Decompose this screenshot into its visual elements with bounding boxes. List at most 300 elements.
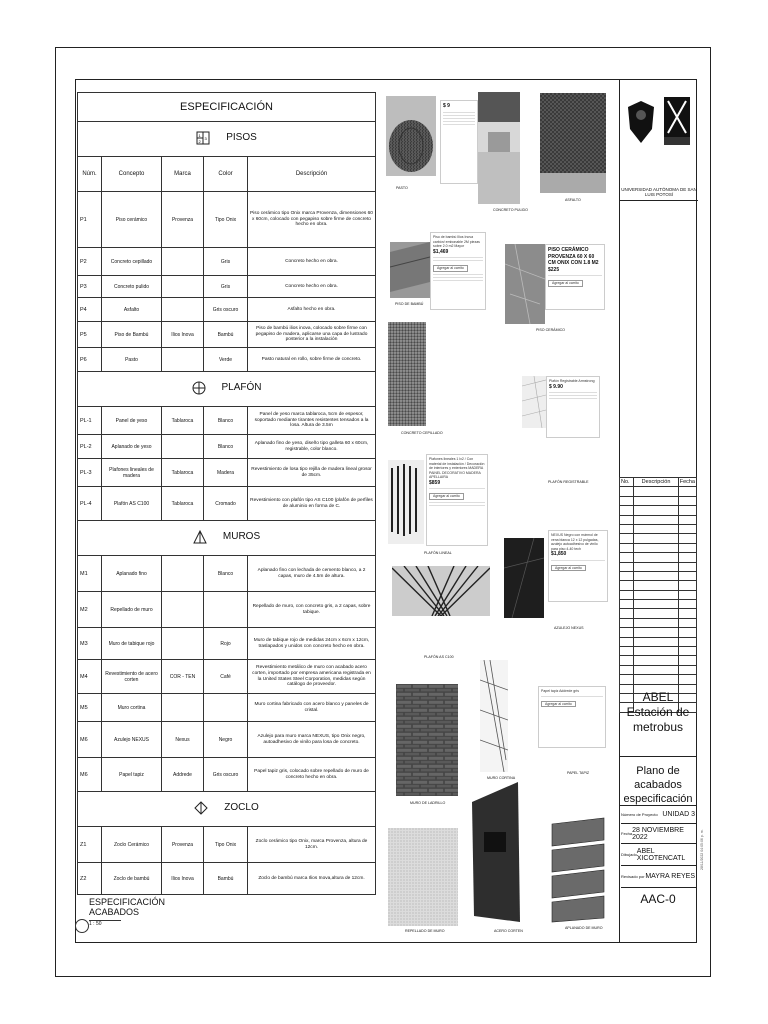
cell-desc: Concreto hecho en obra.	[248, 276, 376, 298]
revision-cell	[634, 656, 678, 665]
cell-desc: Muro cortina fabricado con acero blanco y paneles de cristal.	[248, 694, 376, 722]
ceramico-price: $225	[548, 266, 560, 273]
azulejo-nexus-image	[504, 538, 544, 618]
revision-cell	[634, 515, 678, 524]
revision-cell	[634, 609, 678, 618]
product-card-bambu	[430, 232, 486, 310]
revision-cell	[678, 543, 696, 552]
revision-cell	[620, 647, 634, 656]
table-row	[78, 863, 376, 895]
cell-marca: Tablaroca	[162, 459, 204, 487]
sheet-name-line1: Plano de acabados	[634, 765, 682, 791]
cell-color: Tipo Onix	[204, 827, 248, 863]
cell-marca	[162, 276, 204, 298]
revision-cell	[678, 600, 696, 609]
revision-row	[620, 590, 697, 599]
rev-header-fecha: Fecha	[679, 479, 695, 486]
lineal-price: $859	[429, 479, 441, 486]
revision-cell	[634, 524, 678, 533]
revision-cell	[678, 581, 696, 590]
section-label: PISOS	[226, 132, 257, 143]
tapiz-buy-button[interactable]: Agregar al carrito	[541, 701, 576, 708]
piso-ceramico-image	[505, 244, 545, 324]
revision-cell	[634, 600, 678, 609]
revision-cell	[620, 618, 634, 627]
revision-row	[620, 581, 697, 590]
revision-cell	[634, 496, 678, 505]
revision-cell	[678, 675, 696, 684]
revision-row	[620, 487, 697, 496]
revision-row	[620, 506, 697, 515]
plafon-reg-title: Plafón Registrable Armstrong	[549, 379, 595, 383]
product-card-lineal	[426, 454, 488, 546]
cell-concepto: Asfalto	[102, 298, 162, 322]
meta-key: Fecha	[621, 831, 633, 836]
bambu-product-title: Piso de bambú Ilios Inova carbón/ embonable 2M piezas sobre 2.0 m2 Mayor	[433, 235, 480, 249]
section-label: MUROS	[222, 531, 261, 542]
cell-marca: Ilios Inova	[162, 322, 204, 348]
cell-color: Bambú	[204, 863, 248, 895]
nexus-buy-button[interactable]: Agregar al carrito	[551, 565, 586, 572]
revision-cell	[678, 515, 696, 524]
table-row	[78, 592, 376, 628]
svg-text:2: 2	[198, 138, 201, 144]
rev-header-desc: Descripción	[634, 478, 678, 487]
table-row	[78, 556, 376, 592]
divider	[619, 756, 697, 757]
revision-cell	[678, 562, 696, 571]
cell-num: Z1	[78, 827, 102, 863]
cell-marca	[162, 248, 204, 276]
cell-marca	[162, 298, 204, 322]
table-row	[78, 722, 376, 758]
cell-desc: Zoclo de bambú marca Ilios Inova,altura de 12cm.	[248, 863, 376, 895]
table-row	[78, 276, 376, 298]
revision-cell	[620, 571, 634, 580]
revision-cell	[620, 590, 634, 599]
cell-desc: Aplanado fino con lechada de cemento blanco, a 2 capas, muro de 4.5m de altura.	[248, 556, 376, 592]
product-card-pasto: $ 9	[440, 100, 478, 184]
cell-color: Cromado	[204, 487, 248, 521]
project-name-line3: metrobus	[632, 720, 684, 734]
scale-circle	[75, 919, 89, 933]
caption-muro-cortina: MURO CORTINA	[487, 776, 516, 780]
caption-aplanado: APLANADO DE MURO	[565, 926, 603, 930]
lineal-buy-button[interactable]: Agregar al carrito	[429, 493, 464, 500]
revision-cell	[634, 487, 678, 496]
table-row	[78, 827, 376, 863]
revision-cell	[620, 524, 634, 533]
revision-cell	[678, 553, 696, 562]
nexus-product-title: NEXUS Negro con mármol de vena blanca 12 x 12 pulgadas, azulejo autoadhesivo de vinilo para piso 4-40 tech	[551, 533, 599, 551]
cell-concepto: Piso de Bambú	[102, 322, 162, 348]
cell-concepto: Azulejo NEXUS	[102, 722, 162, 758]
cell-num: M6	[78, 722, 102, 758]
revision-cell	[620, 581, 634, 590]
cell-concepto: Papel tapiz	[102, 758, 162, 792]
cell-num: PL-4	[78, 487, 102, 521]
acero-corten-image	[470, 782, 522, 926]
cell-color: Blanco	[204, 556, 248, 592]
cell-marca	[162, 628, 204, 660]
header-descripcion: Descripción	[248, 157, 376, 192]
cell-num: Z2	[78, 863, 102, 895]
aplanado-image	[548, 814, 608, 924]
cell-num: M4	[78, 660, 102, 694]
cell-color: Madera	[204, 459, 248, 487]
meta-value: ABEL XICOTENCATL	[636, 847, 686, 862]
header-color: Color	[204, 157, 248, 192]
product-card-nexus	[548, 530, 608, 602]
revision-cell	[678, 656, 696, 665]
cell-concepto: Pasto	[102, 348, 162, 372]
cell-color	[204, 694, 248, 722]
caption-plafon-lineal: PLAFÓN LINEAL	[424, 551, 452, 555]
cell-marca	[162, 435, 204, 459]
revision-row	[620, 534, 697, 543]
cell-color: Negro	[204, 722, 248, 758]
habitat-shield-icon	[662, 95, 692, 147]
table-row	[78, 407, 376, 435]
rev-header-no: No.	[620, 478, 634, 487]
cell-marca: COR - TEN	[162, 660, 204, 694]
section-marker-icon	[192, 381, 206, 395]
revision-cell	[678, 665, 696, 674]
revision-cell	[634, 675, 678, 684]
cell-desc: Panel de yeso marca tablaroca, 5cm de espesor, soportado mediante tirantes resistentes tensados a la losa. Altura de 3.5m	[248, 407, 376, 435]
cell-concepto: Aplanado fino	[102, 556, 162, 592]
section-label: ZOCLO	[224, 802, 259, 813]
cell-color: Gris	[204, 248, 248, 276]
cell-desc: Muro de tabique rojo de medidas 24cm x 6cm x 12cm, traslapados y unidos con concreto hecho en obra.	[248, 628, 376, 660]
table-row	[78, 298, 376, 322]
revision-cell	[620, 665, 634, 674]
revision-row	[620, 524, 697, 533]
caption-muro-ladrillo: MURO DE LADRILLO	[410, 801, 446, 805]
meta-revisado	[621, 866, 697, 888]
cell-desc: Revestimiento con plafón tipo AS C100 (plafón de perfiles de aluminio en forma de C.	[248, 487, 376, 521]
revision-row	[620, 628, 697, 637]
revision-cell	[634, 562, 678, 571]
revision-cell	[634, 637, 678, 646]
header-num: Núm.	[78, 157, 102, 192]
muro-cortina-image	[480, 660, 508, 772]
section-marker-icon	[196, 131, 210, 145]
header-concepto: Concepto	[102, 157, 162, 192]
ceramico-product-title: PISO CERÁMICO PROVENZA 60 X 60 CM ONIX CON 1.8 M2	[548, 247, 599, 266]
caption-azulejo-nexus: AZULEJO NEXUS	[554, 626, 584, 630]
revision-cell	[678, 637, 696, 646]
revision-cell	[634, 628, 678, 637]
revision-cell	[634, 665, 678, 674]
revision-cell	[634, 553, 678, 562]
section-marker-icon	[193, 530, 207, 544]
project-name-line1: ABEL	[642, 690, 674, 704]
sheet-code: AAC-0	[640, 892, 676, 906]
table-row	[78, 660, 376, 694]
caption-plafon-registrable: PLAFÓN REGISTRABLE	[548, 480, 589, 484]
revision-cell	[620, 515, 634, 524]
cell-desc: Aplanado fino de yeso, diseño tipo galleta 60 x 60cm, registrable, color blanco.	[248, 435, 376, 459]
revision-cell	[620, 506, 634, 515]
cell-concepto: Panel de yeso	[102, 407, 162, 435]
plafon-reg-price: $ 9.90	[549, 383, 563, 390]
cell-desc: Papel tapiz gris, colocado sobre repellado de muro de concreto hecho en obra.	[248, 758, 376, 792]
section-label: PLAFÓN	[221, 382, 262, 393]
revision-cell	[634, 543, 678, 552]
revision-cell	[634, 506, 678, 515]
asfalto-image	[540, 93, 606, 193]
revision-cell	[678, 496, 696, 505]
revision-cell	[634, 581, 678, 590]
cell-marca	[162, 694, 204, 722]
table-row	[78, 192, 376, 248]
cell-concepto: Muro cortina	[102, 694, 162, 722]
cell-num: M5	[78, 694, 102, 722]
revision-cell	[620, 637, 634, 646]
revision-row	[620, 665, 697, 674]
cell-num: P3	[78, 276, 102, 298]
caption-concreto-cepillado: CONCRETO CEPILLADO	[401, 431, 443, 435]
project-name	[619, 690, 697, 735]
cell-num: M1	[78, 556, 102, 592]
cell-concepto: Revestimiento de acero corten	[102, 660, 162, 694]
cell-color	[204, 592, 248, 628]
revision-row	[620, 618, 697, 627]
revision-cell	[620, 600, 634, 609]
ceramico-buy-button[interactable]: Agregar al carrito	[548, 280, 583, 287]
revision-row	[620, 675, 697, 684]
revision-row	[620, 562, 697, 571]
cell-desc: Piso de bambú ilios inova, colocado sobre firme con pegapiso de madera, aplicarse una capa de lustrado posterior a la instalación	[248, 322, 376, 348]
revision-cell	[620, 496, 634, 505]
drawing-title-line2: ACABADOS	[89, 907, 140, 917]
cell-color: Gris	[204, 276, 248, 298]
svg-text:1: 1	[198, 132, 201, 138]
plafon-c100-image	[392, 566, 490, 616]
cell-num: M2	[78, 592, 102, 628]
cell-concepto: Repellado de muro	[102, 592, 162, 628]
revision-cell	[678, 487, 696, 496]
cell-color: Tipo Onix	[204, 192, 248, 248]
revision-cell	[620, 656, 634, 665]
cell-num: P1	[78, 192, 102, 248]
revision-cell	[634, 571, 678, 580]
bambu-price: $1,469	[433, 248, 449, 255]
table-row	[78, 694, 376, 722]
section-pisos	[78, 122, 376, 157]
cell-color: Gris oscuro	[204, 298, 248, 322]
meta-proyecto	[621, 806, 697, 824]
muro-ladrillo-image	[396, 684, 458, 796]
cell-concepto: Muro de tabique rojo	[102, 628, 162, 660]
cell-num: P5	[78, 322, 102, 348]
cell-num: M3	[78, 628, 102, 660]
cell-color: Blanco	[204, 407, 248, 435]
cell-color: Verde	[204, 348, 248, 372]
table-row	[78, 487, 376, 521]
table-row	[78, 348, 376, 372]
nexus-price: $1,850	[551, 551, 567, 558]
cell-concepto: Zoclo Cerámico	[102, 827, 162, 863]
logo-box	[620, 79, 698, 199]
cell-concepto: Plafones lineales de madera	[102, 459, 162, 487]
cell-num: P6	[78, 348, 102, 372]
uaslp-shield-icon	[626, 99, 656, 145]
cell-desc: Asfalto hecho en obra.	[248, 298, 376, 322]
spec-title: ESPECIFICACIÓN	[78, 93, 376, 122]
revision-cell	[620, 628, 634, 637]
revision-row	[620, 637, 697, 646]
concreto-cepillado-image	[388, 322, 426, 426]
revision-cell	[620, 543, 634, 552]
drawing-title-line1: ESPECIFICACIÓN	[89, 897, 166, 907]
side-note: 28/11/2022 04:05:06 p. m.	[700, 829, 704, 870]
revision-cell	[678, 590, 696, 599]
cell-color: Gris oscuro	[204, 758, 248, 792]
cell-color: Bambú	[204, 322, 248, 348]
revision-row	[620, 515, 697, 524]
table-row	[78, 322, 376, 348]
caption-concreto-pulido: CONCRETO PULIDO	[493, 208, 528, 212]
caption-acero-corten: ACERO CORTEN	[494, 929, 523, 933]
revision-cell	[634, 618, 678, 627]
cell-color: Café	[204, 660, 248, 694]
meta-value: MAYRA REYES	[645, 873, 695, 880]
cell-num: P2	[78, 248, 102, 276]
revision-cell	[620, 562, 634, 571]
cell-marca: Provenza	[162, 827, 204, 863]
caption-pasto: PASTO	[396, 186, 408, 190]
cell-concepto: Piso cerámico	[102, 192, 162, 248]
cell-num: PL-2	[78, 435, 102, 459]
cell-desc: Pasto natural en rollo, sobre firme de concreto.	[248, 348, 376, 372]
drawing-scale: 1 : 50	[89, 921, 102, 927]
revision-cell	[620, 609, 634, 618]
revision-table	[619, 477, 697, 713]
caption-papel-tapiz: PAPEL TAPIZ	[567, 771, 590, 775]
cell-num: PL-3	[78, 459, 102, 487]
cell-concepto: Concreto cepillado	[102, 248, 162, 276]
meta-key: Revisado por	[621, 874, 645, 879]
sheet-name-line2: especificación	[623, 793, 693, 805]
revision-row	[620, 600, 697, 609]
meta-key: Número de Proyecto	[621, 812, 658, 817]
table-row	[78, 248, 376, 276]
cell-marca: Tablaroca	[162, 407, 204, 435]
revision-cell	[678, 506, 696, 515]
revision-cell	[634, 534, 678, 543]
revision-row	[620, 553, 697, 562]
pasto-image	[386, 96, 436, 176]
table-row	[78, 758, 376, 792]
cell-concepto: Plafón AS C100	[102, 487, 162, 521]
revision-cell	[620, 534, 634, 543]
table-row	[78, 435, 376, 459]
sheet-name	[619, 764, 697, 806]
cell-num: PL-1	[78, 407, 102, 435]
cell-color: Rojo	[204, 628, 248, 660]
revision-cell	[678, 571, 696, 580]
caption-plafon-c100: PLAFÓN AS C100	[424, 655, 454, 659]
caption-piso-ceramico: PISO CERÁMICO	[536, 328, 565, 332]
repellado-image	[388, 828, 458, 926]
svg-text:3: 3	[204, 135, 207, 141]
table-row	[78, 459, 376, 487]
cell-desc: Concreto hecho en obra.	[248, 248, 376, 276]
cell-marca: Addrede	[162, 758, 204, 792]
cell-marca	[162, 348, 204, 372]
cell-desc: Revestimiento de losa tipo rejilla de madera lineal grosor de 35cm.	[248, 459, 376, 487]
cell-desc: Zoclo cerámico tipo Onix, marca Provenza, altura de 12cm.	[248, 827, 376, 863]
project-name-line2: Estación de	[626, 705, 690, 719]
section-zoclo	[78, 792, 376, 827]
piso-bambu-image	[390, 242, 430, 298]
revision-cell	[634, 590, 678, 599]
concreto-pulido-image	[478, 92, 520, 204]
revision-row	[620, 656, 697, 665]
meta-dibujo	[621, 844, 697, 866]
meta-key: Dibujado	[621, 852, 637, 857]
product-card-plafon-reg	[546, 376, 600, 438]
product-card-tapiz	[538, 686, 606, 748]
revision-row	[620, 647, 697, 656]
section-muros	[78, 521, 376, 556]
revision-row	[620, 609, 697, 618]
revision-cell	[678, 534, 696, 543]
caption-repellado: REPELLADO DE MURO	[405, 929, 445, 933]
revision-cell	[620, 553, 634, 562]
revision-cell	[620, 675, 634, 684]
cell-concepto: Aplanado de yeso	[102, 435, 162, 459]
section-marker-icon	[194, 801, 208, 815]
revision-row	[620, 496, 697, 505]
caption-asfalto: ASFALTO	[565, 198, 581, 202]
bambu-buy-button[interactable]: Agregar al carrito	[433, 265, 468, 272]
meta-value: 28 NOVIEMBRE 2022	[632, 826, 684, 841]
cell-color: Blanco	[204, 435, 248, 459]
cell-marca: Nexus	[162, 722, 204, 758]
cell-num: P4	[78, 298, 102, 322]
university-name: UNIVERSIDAD AUTÓNOMA DE SAN LUIS POTOSÍ	[620, 187, 698, 201]
lineal-product-title: Plafones lineales 1 lx2 / Con material de instalación / Decoración de interiores y exteriores MADERA PAINEL DECORATIVO MADERA APELLAIRA	[429, 457, 485, 480]
revision-cell	[620, 487, 634, 496]
section-plafon	[78, 372, 376, 407]
meta-value: UNIDAD 3	[662, 811, 695, 818]
revision-row	[620, 543, 697, 552]
cell-concepto: Concreto pulido	[102, 276, 162, 298]
cell-marca: Tablaroca	[162, 487, 204, 521]
cell-desc: Repellado de muro, con concreto gris, a 2 capas, sobre tabique.	[248, 592, 376, 628]
cell-desc: Revestimiento metálico de muro con acabado acero corten, importado por empresa americana registrada en la United States Steel Corporation, medidas según catálogo de proveedor.	[248, 660, 376, 694]
cell-marca	[162, 556, 204, 592]
cell-num: M6	[78, 758, 102, 792]
cell-marca: Ilios Inova	[162, 863, 204, 895]
tapiz-product-title: Papel tapiz Addrede gris	[541, 689, 579, 693]
header-marca: Marca	[162, 157, 204, 192]
plafon-lineal-image	[388, 460, 424, 544]
cell-concepto: Zoclo de bambú	[102, 863, 162, 895]
drawing-title	[89, 897, 165, 917]
revision-cell	[678, 524, 696, 533]
revision-row	[620, 571, 697, 580]
spec-table	[77, 92, 376, 895]
table-row	[78, 628, 376, 660]
cell-marca	[162, 592, 204, 628]
cell-desc: Piso cerámico tipo Onix marca Provenza, dimensiones 60 x 60cm, colocado con pegapiso sobre firme de concreto hecho en obra.	[248, 192, 376, 248]
product-card-ceramico	[545, 244, 605, 310]
revision-cell	[678, 628, 696, 637]
